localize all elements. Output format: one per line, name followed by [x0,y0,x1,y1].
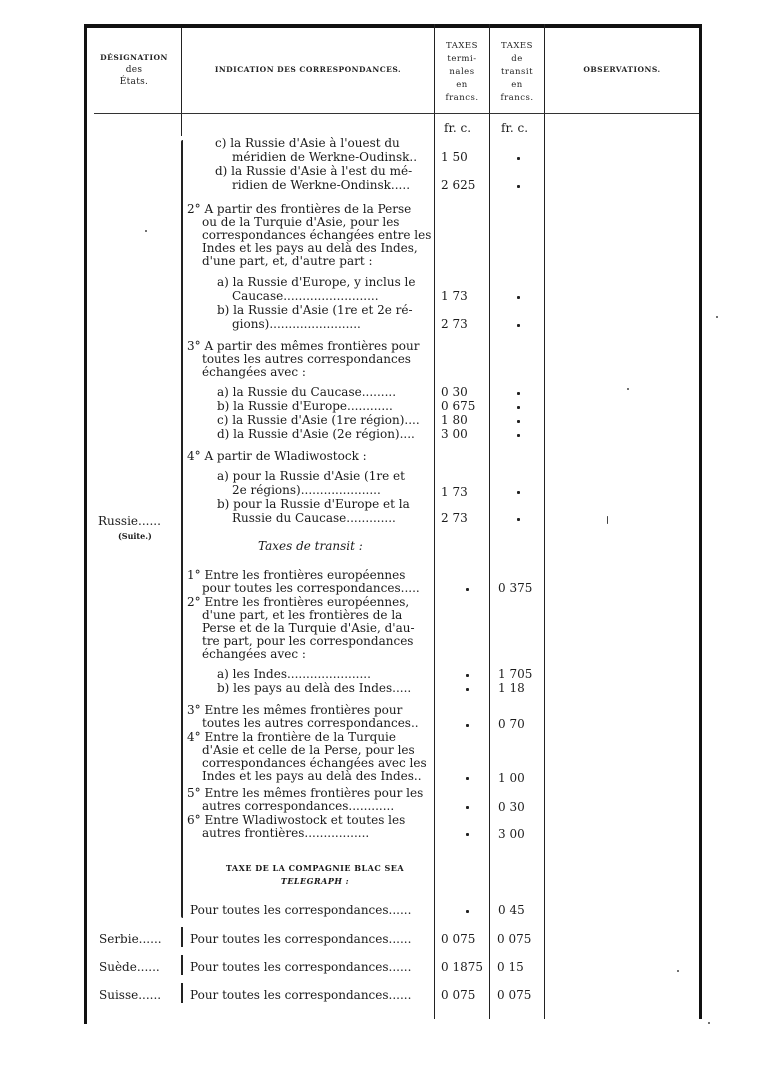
header-indication: INDICATION DES CORRESPONDANCES. [214,65,402,74]
row-p2-line1: 2° A partir des frontières de la Perse [187,202,412,216]
value-p3d-terminal: 3 00 [441,427,468,441]
column-divider-terminal [434,24,435,1019]
scan-speck [607,516,608,524]
row-p3-line3: échangées avec : [202,365,306,379]
row-p2-line3: correspondances échangées entre les [202,228,432,242]
row-p2a-line1: a) la Russie d'Europe, y inclus le [217,275,416,289]
row-t2a: a) les Indes...................... [217,667,371,681]
row-t6-line2: autres frontières................. [202,826,370,840]
row-t2-line3: Perse et de la Turquie d'Asie, d'au- [202,621,415,635]
scan-speck [708,1022,710,1024]
row-t6-line1: 6° Entre Wladiwostock et toutes les [187,813,406,827]
scan-speck [716,316,718,318]
row-p3a: a) la Russie du Caucase......... [217,385,397,399]
scan-speck [627,388,629,390]
empty-mark [466,777,469,780]
value-t6-transit: 3 00 [498,827,525,841]
row-t4-line2: d'Asie et celle de la Perse, pour les [202,743,415,757]
empty-mark [517,518,520,521]
empty-mark [517,296,520,299]
empty-mark [517,434,520,437]
section-blacksea-title-2: TELEGRAPH : [280,876,350,886]
empty-mark [466,724,469,727]
value-c-terminal: 1 50 [441,150,468,164]
empty-mark [517,392,520,395]
value-t3-transit: 0 70 [498,717,525,731]
row-t3-line1: 3° Entre les mêmes frontières pour [187,703,403,717]
table-left-border [84,24,87,1024]
value-suisse-transit: 0 075 [497,988,532,1002]
scan-speck [145,230,147,232]
state-serbie: Serbie...... [99,932,162,946]
row-c-line2: méridien de Werkne-Oudinsk.. [232,150,418,164]
russie-brace-lower [181,518,183,918]
section-blacksea-title-1: TAXE DE LA COMPAGNIE BLAC SEA [225,863,405,873]
serbie-brace [181,927,183,947]
value-p2a-terminal: 1 73 [441,289,468,303]
value-p4b-terminal: 2 73 [441,511,468,525]
row-p4a-line1: a) pour la Russie d'Asie (1re et [217,469,405,483]
value-t4-transit: 1 00 [498,771,525,785]
row-p2-line5: d'une part, et, d'autre part : [202,254,373,268]
row-p4b-line2: Russie du Caucase............. [232,511,396,525]
row-t4-line1: 4° Entre la frontière de la Turquie [187,730,396,744]
value-t5-transit: 0 30 [498,800,525,814]
value-t2b-transit: 1 18 [498,681,525,695]
value-suede-transit: 0 15 [497,960,524,974]
row-t1-line1: 1° Entre les frontières européennes [187,568,406,582]
row-suede: Pour toutes les correspondances...... [190,960,412,974]
row-t4-line4: Indes et les pays au delà des Indes.. [202,769,422,783]
scan-speck [677,970,679,972]
row-p2b-line1: b) la Russie d'Asie (1re et 2e ré- [217,303,413,317]
russie-brace-upper [181,140,183,518]
value-serbie-terminal: 0 075 [441,932,476,946]
value-d-terminal: 2 625 [441,178,476,192]
row-p3d: d) la Russie d'Asie (2e région).... [217,427,415,441]
row-t3-line2: toutes les autres correspondances.. [202,716,419,730]
header-observations: OBSERVATIONS. [583,65,661,74]
state-russie: Russie...... [98,514,161,528]
empty-mark [466,806,469,809]
row-p2-line4: Indes et les pays au delà des Indes, [202,241,418,255]
empty-mark [466,674,469,677]
row-t5-line2: autres correspondances............ [202,799,395,813]
empty-mark [466,910,469,913]
value-p3c-terminal: 1 80 [441,413,468,427]
table-right-border [699,24,702,1019]
header-designation: DÉSIGNATION des États. [100,53,168,87]
unit-transit: fr. c. [501,121,529,135]
row-t5-line1: 5° Entre les mêmes frontières pour les [187,786,424,800]
suisse-brace [181,983,183,1003]
empty-mark [517,420,520,423]
row-d-line1: d) la Russie d'Asie à l'est du mé- [215,164,413,178]
row-p3c: c) la Russie d'Asie (1re région).... [217,413,420,427]
row-t2-line4: tre part, pour les correspondances [202,634,414,648]
row-d-line2: ridien de Werkne-Ondinsk..... [232,178,411,192]
column-divider-observations [544,24,545,1019]
value-t2a-transit: 1 705 [498,667,533,681]
row-suisse: Pour toutes les correspondances...... [190,988,412,1002]
row-t1-line2: pour toutes les correspondances..... [202,581,420,595]
row-p2b-line2: gions)........................ [232,317,361,331]
empty-mark [466,688,469,691]
row-t2b: b) les pays au delà des Indes..... [217,681,412,695]
value-blacksea-transit: 0 45 [498,903,525,917]
header-taxes-terminales: TAXES termi- nales en francs. [445,41,479,103]
column-divider-transit [489,24,490,1019]
header-taxes-transit: TAXES de transit en francs. [500,41,534,103]
value-t1-transit: 0 375 [498,581,533,595]
unit-terminal: fr. c. [444,121,472,135]
state-suede: Suède...... [99,960,160,974]
empty-mark [517,324,520,327]
empty-mark [466,588,469,591]
row-t2-line5: échangées avec : [202,647,306,661]
row-serbie: Pour toutes les correspondances...... [190,932,412,946]
row-t2-line2: d'une part, et les frontières de la [202,608,403,622]
state-russie-suite: (Suite.) [118,531,152,541]
value-p2b-terminal: 2 73 [441,317,468,331]
row-t4-line3: correspondances échangées avec les [202,756,427,770]
row-p4a-line2: 2e régions)..................... [232,483,381,497]
empty-mark [466,833,469,836]
table-top-border [84,24,701,28]
section-transit-title: Taxes de transit : [258,539,363,553]
row-p3b: b) la Russie d'Europe............ [217,399,393,413]
value-serbie-transit: 0 075 [497,932,532,946]
value-suisse-terminal: 0 075 [441,988,476,1002]
row-p2-line2: ou de la Turquie d'Asie, pour les [202,215,400,229]
row-p2a-line2: Caucase......................... [232,289,379,303]
value-p3a-terminal: 0 30 [441,385,468,399]
column-divider-designation [181,28,182,136]
value-p4a-terminal: 1 73 [441,485,468,499]
row-p4b-line1: b) pour la Russie d'Europe et la [217,497,410,511]
suede-brace [181,955,183,975]
empty-mark [517,157,520,160]
state-suisse: Suisse...... [99,988,162,1002]
row-p3-line1: 3° A partir des mêmes frontières pour [187,339,420,353]
row-p4-line1: 4° A partir de Wladiwostock : [187,449,367,463]
value-suede-terminal: 0 1875 [441,960,483,974]
row-p3-line2: toutes les autres correspondances [202,352,411,366]
empty-mark [517,185,520,188]
row-blacksea: Pour toutes les correspondances...... [190,903,412,917]
empty-mark [517,406,520,409]
value-p3b-terminal: 0 675 [441,399,476,413]
row-t2-line1: 2° Entre les frontières européennes, [187,595,410,609]
row-c-line1: c) la Russie d'Asie à l'ouest du [215,136,400,150]
header-rule [94,113,699,114]
empty-mark [517,491,520,494]
